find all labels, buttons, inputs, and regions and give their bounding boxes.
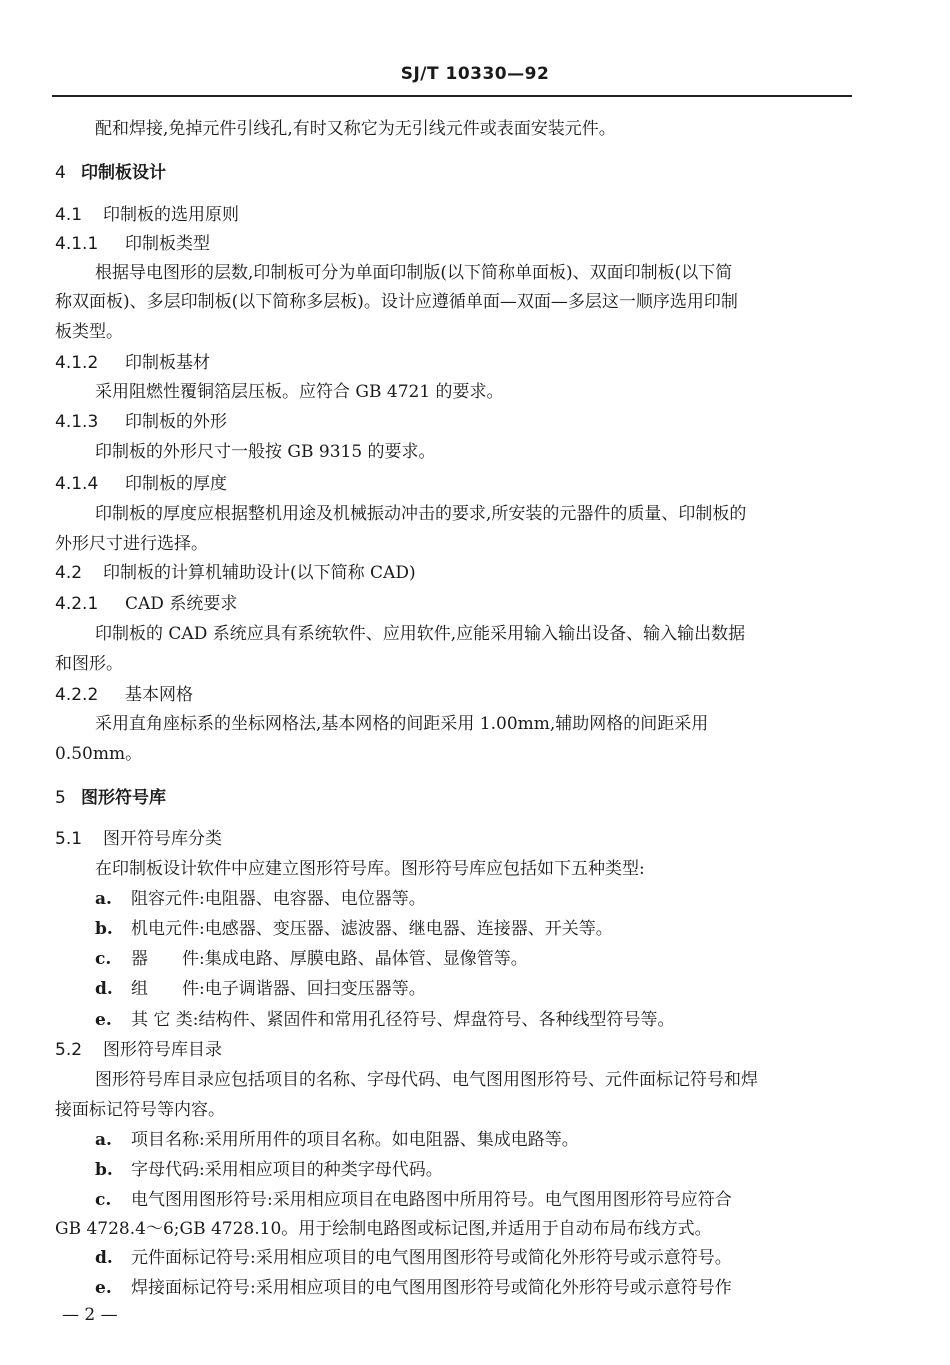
list-item-text: 项目名称:采用所用件的项目名称。如电阻器、集成电路等。 bbox=[131, 1130, 579, 1150]
list-item bbox=[95, 887, 426, 911]
list-marker: c. bbox=[95, 949, 112, 969]
list-item-text: 机电元件:电感器、变压器、滤波器、继电器、连接器、开关等。 bbox=[131, 919, 613, 939]
page-number: — 2 — bbox=[62, 1305, 118, 1325]
list-marker: a. bbox=[95, 1130, 112, 1150]
list-item bbox=[95, 947, 528, 971]
paragraph-line: 板类型。 bbox=[55, 322, 123, 342]
section-number: 4 bbox=[55, 163, 66, 183]
list-item-text: 阻容元件:电阻器、电容器、电位器等。 bbox=[131, 889, 426, 909]
paragraph-line: 接面标记符号等内容。 bbox=[55, 1100, 225, 1120]
section-number: 4.1.3 bbox=[55, 412, 99, 432]
list-item bbox=[95, 1008, 675, 1032]
subsection-heading-4-1-3 bbox=[55, 410, 227, 434]
paragraph-line: 根据导电图形的层数,印制板可分为单面印制版(以下简称单面板)、双面印制板(以下简 bbox=[95, 263, 733, 283]
subsection-heading-4-1-4 bbox=[55, 472, 227, 496]
list-item-text: 其 它 类:结构件、紧固件和常用孔径符号、焊盘符号、各种线型符号等。 bbox=[131, 1010, 675, 1030]
list-item bbox=[95, 1188, 732, 1212]
section-number: 5.2 bbox=[55, 1040, 83, 1060]
list-marker: e. bbox=[95, 1010, 112, 1030]
list-item-text: 字母代码:采用相应项目的种类字母代码。 bbox=[131, 1160, 443, 1180]
paragraph-line: GB 4728.4～6;GB 4728.10。用于绘制电路图或标记图,并适用于自动布局布线方式。 bbox=[55, 1219, 712, 1239]
list-marker: e. bbox=[95, 1278, 112, 1298]
list-item bbox=[95, 1158, 443, 1182]
list-marker: d. bbox=[95, 979, 113, 999]
subsection-heading-4-2-1 bbox=[55, 592, 237, 616]
paragraph-line: 和图形。 bbox=[55, 654, 123, 674]
paragraph-line: 称双面板)、多层印制板(以下简称多层板)。设计应遵循单面—双面—多层这一顺序选用印制 bbox=[55, 292, 738, 312]
section-title: 图形符号库 bbox=[81, 788, 166, 808]
section-heading-5 bbox=[55, 786, 166, 810]
paragraph-line: 印制板的厚度应根据整机用途及机械振动冲击的要求,所安装的元器件的质量、印制板的 bbox=[95, 504, 747, 524]
section-title: 图形符号库目录 bbox=[103, 1040, 222, 1060]
subsection-heading-4-1-2 bbox=[55, 351, 210, 375]
list-item-text: 元件面标记符号:采用相应项目的电气图用图形符号或简化外形符号或示意符号。 bbox=[131, 1248, 732, 1268]
subsection-heading-5-2 bbox=[55, 1038, 222, 1062]
section-number: 4.1.4 bbox=[55, 474, 99, 494]
section-title: 印制板设计 bbox=[81, 163, 166, 183]
section-title: 印制板的计算机辅助设计(以下简称 CAD) bbox=[103, 563, 416, 583]
paragraph-line: 外形尺寸进行选择。 bbox=[55, 534, 208, 554]
subsection-heading-4-1-1 bbox=[55, 232, 210, 256]
paragraph-line: 图形符号库目录应包括项目的名称、字母代码、电气图用图形符号、元件面标记符号和焊 bbox=[95, 1070, 758, 1090]
section-title: 基本网格 bbox=[125, 685, 193, 705]
section-title: 印制板的外形 bbox=[125, 412, 227, 432]
list-item-text: 电气图用图形符号:采用相应项目在电路图中所用符号。电气图用图形符号应符合 bbox=[131, 1190, 732, 1210]
section-title: 印制板基材 bbox=[125, 353, 210, 373]
paragraph-line: 0.50mm。 bbox=[55, 744, 143, 764]
subsection-heading-4-2-2 bbox=[55, 683, 193, 707]
section-title: 印制板类型 bbox=[125, 234, 210, 254]
section-title: 印制板的选用原则 bbox=[103, 205, 239, 225]
list-marker: c. bbox=[95, 1190, 112, 1210]
paragraph-line: 采用直角座标系的坐标网格法,基本网格的间距采用 1.00mm,辅助网格的间距采用 bbox=[95, 714, 709, 734]
section-number: 5.1 bbox=[55, 829, 83, 849]
section-title: 印制板的厚度 bbox=[125, 474, 227, 494]
section-number: 4.2.1 bbox=[55, 594, 99, 614]
list-item bbox=[95, 1276, 732, 1300]
list-marker: b. bbox=[95, 1160, 113, 1180]
list-item bbox=[95, 1128, 579, 1152]
list-item bbox=[95, 1246, 732, 1270]
section-number: 4.1.2 bbox=[55, 353, 99, 373]
list-marker: a. bbox=[95, 889, 112, 909]
list-marker: d. bbox=[95, 1248, 113, 1268]
list-marker: b. bbox=[95, 919, 113, 939]
header-rule bbox=[52, 95, 852, 97]
paragraph-line: 在印制板设计软件中应建立图形符号库。图形符号库应包括如下五种类型: bbox=[95, 859, 645, 879]
list-item bbox=[95, 977, 426, 1001]
list-item bbox=[95, 917, 613, 941]
section-title: 图开符号库分类 bbox=[103, 829, 222, 849]
section-heading-4 bbox=[55, 161, 166, 185]
paragraph-line: 采用阻燃性覆铜箔层压板。应符合 GB 4721 的要求。 bbox=[95, 382, 504, 402]
list-item-text: 器 件:集成电路、厚膜电路、晶体管、显像管等。 bbox=[131, 949, 528, 969]
standard-number-header: SJ/T 10330—92 bbox=[400, 64, 550, 84]
section-number: 4.1 bbox=[55, 205, 83, 225]
section-number: 5 bbox=[55, 788, 66, 808]
subsection-heading-4-1 bbox=[55, 203, 239, 227]
paragraph-line: 印制板的 CAD 系统应具有系统软件、应用软件,应能采用输入输出设备、输入输出数据 bbox=[95, 624, 746, 644]
subsection-heading-5-1 bbox=[55, 827, 222, 851]
paragraph-line: 配和焊接,免掉元件引线孔,有时又称它为无引线元件或表面安装元件。 bbox=[95, 119, 616, 139]
section-number: 4.2 bbox=[55, 563, 83, 583]
list-item-text: 组 件:电子调谐器、回扫变压器等。 bbox=[131, 979, 426, 999]
list-item-text: 焊接面标记符号:采用相应项目的电气图用图形符号或简化外形符号或示意符号作 bbox=[131, 1278, 732, 1298]
section-title: CAD 系统要求 bbox=[125, 594, 238, 614]
subsection-heading-4-2 bbox=[55, 561, 416, 585]
section-number: 4.1.1 bbox=[55, 234, 99, 254]
section-number: 4.2.2 bbox=[55, 685, 99, 705]
paragraph-line: 印制板的外形尺寸一般按 GB 9315 的要求。 bbox=[95, 442, 436, 462]
